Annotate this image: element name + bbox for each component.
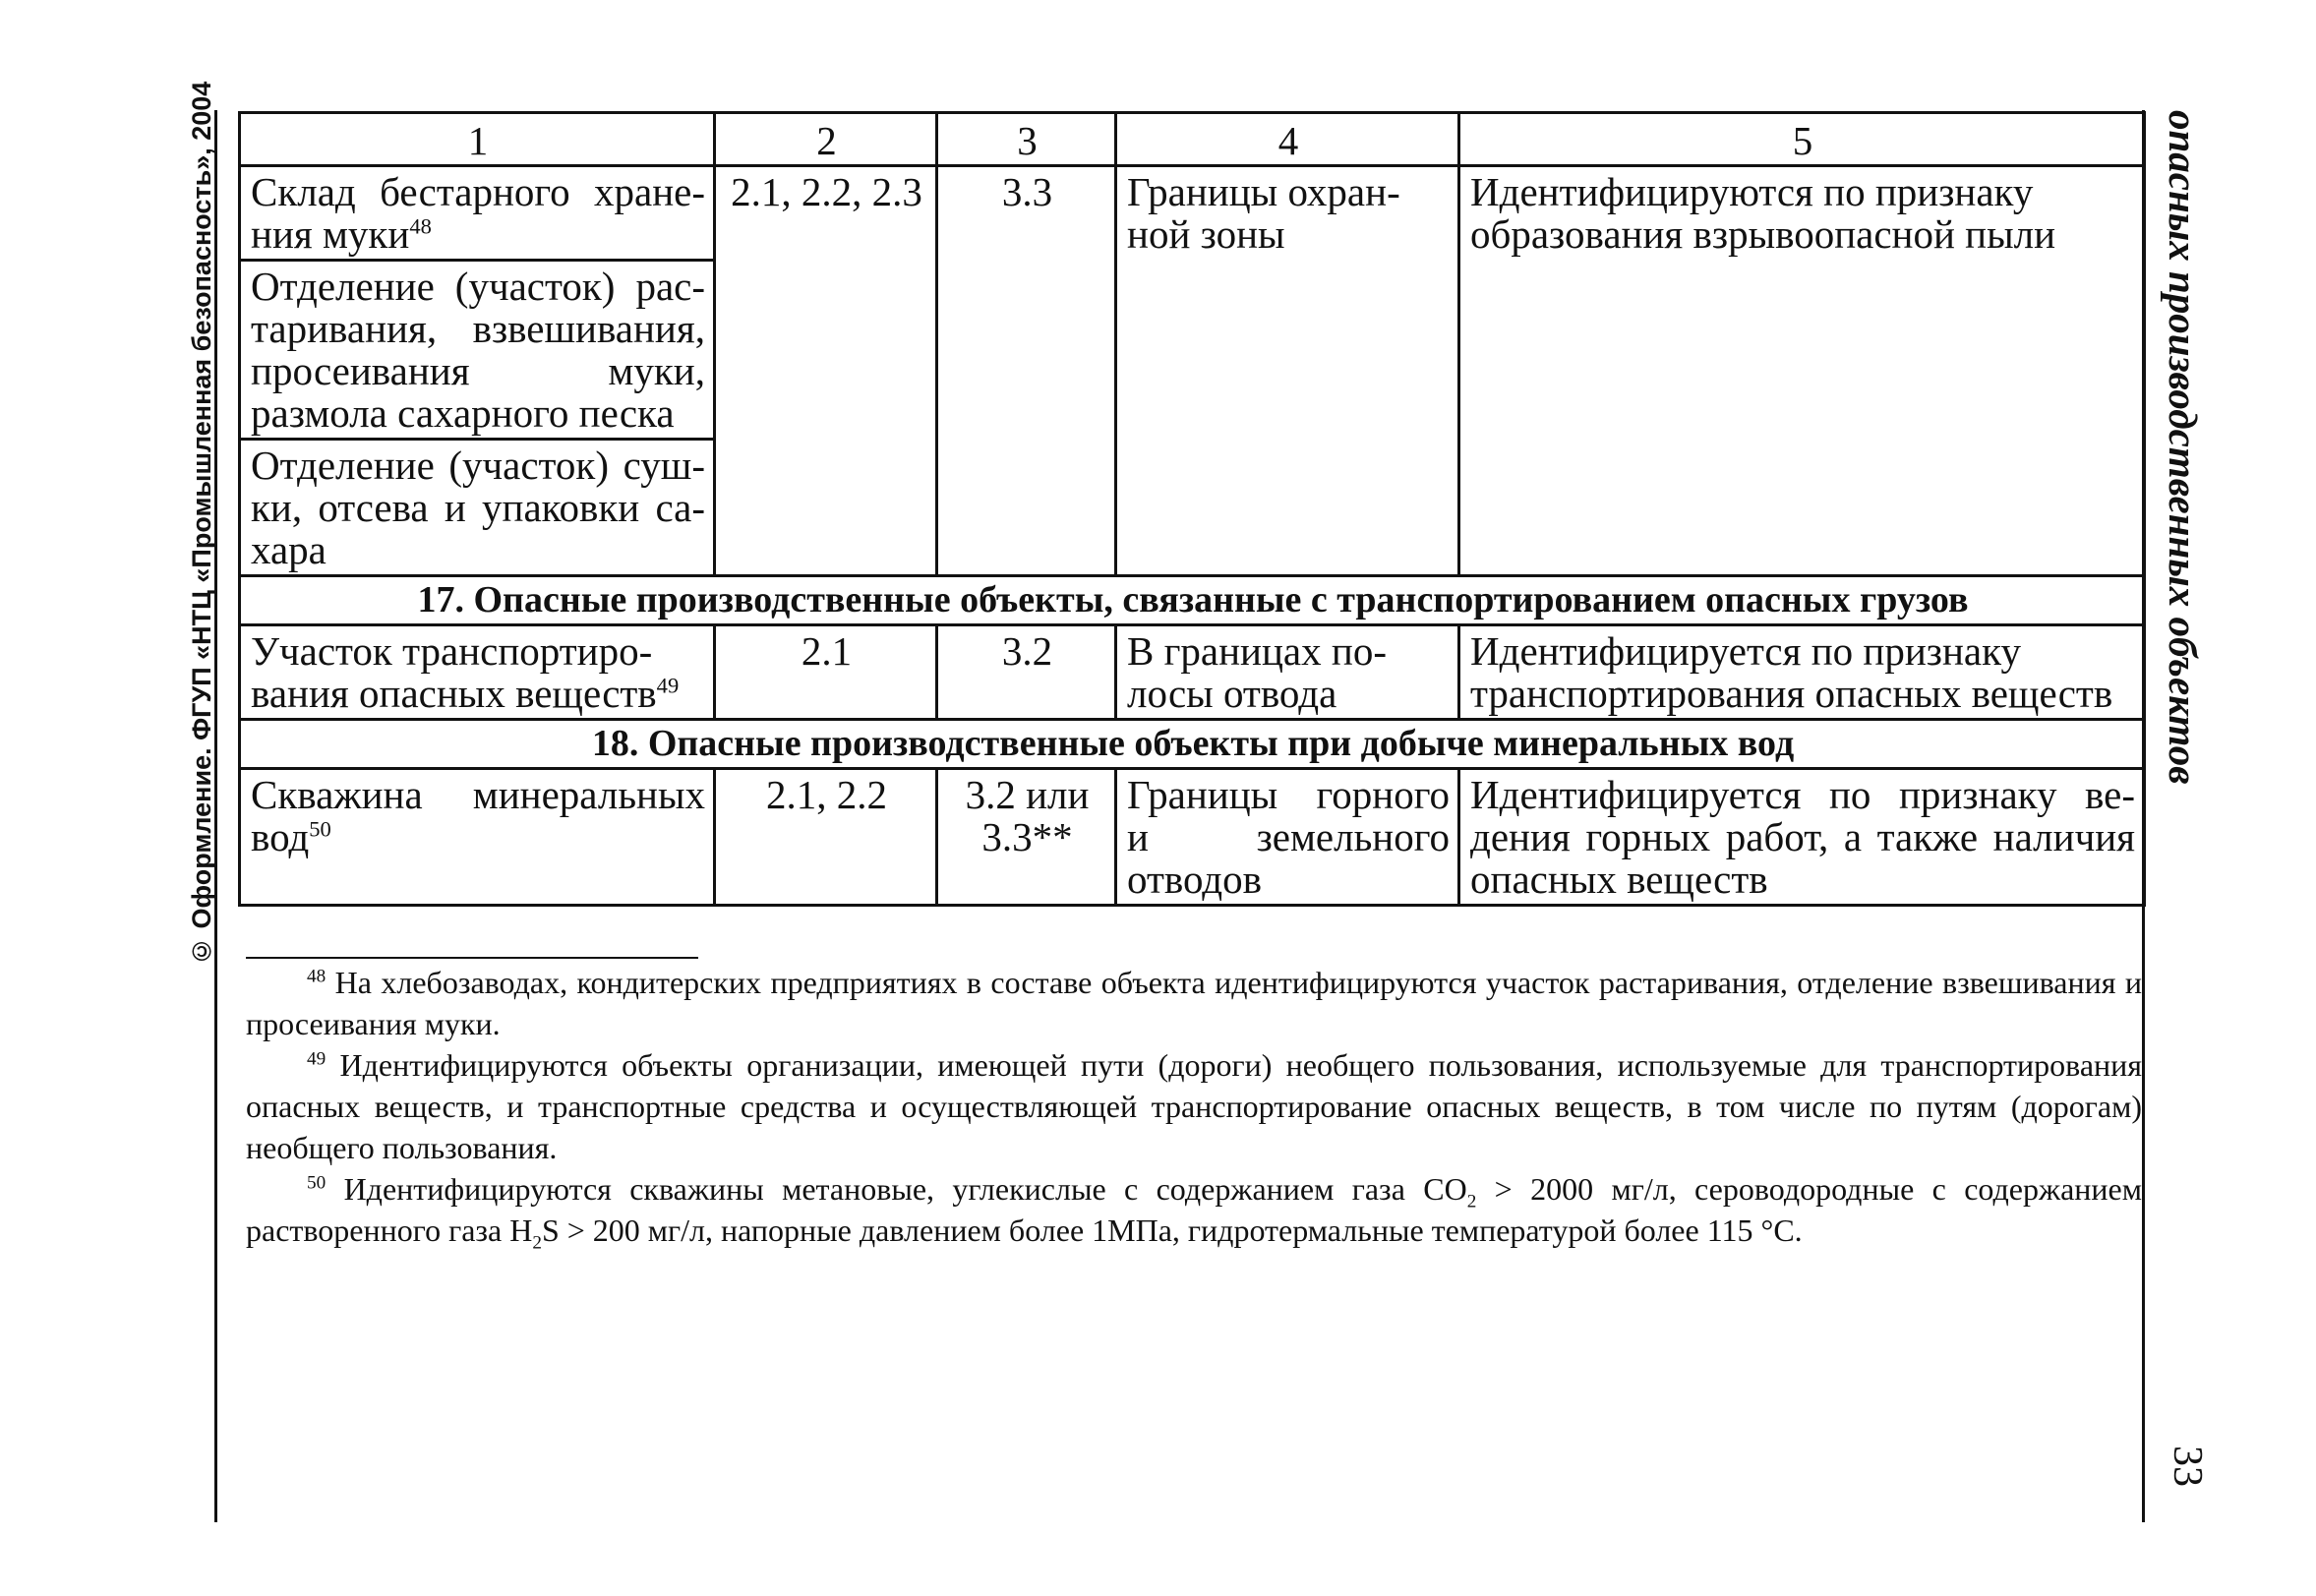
column-header-1: 1	[240, 113, 715, 166]
table-row	[240, 769, 2145, 906]
section-row	[240, 576, 2145, 625]
criteria-cell: 2.1	[715, 625, 937, 720]
footnote-text: > 2000 мг/л, сероводородные с содержанием растворенного газа H	[246, 1171, 2143, 1248]
footnotes	[246, 962, 2143, 1254]
identification-cell: Идентифицируются по признаку образования взрывоопасной пыли	[1459, 166, 2145, 576]
object-name-cell: Отделение (участок) растаривания, взвешивания, просеивания муки, размола сахарного песка	[240, 261, 715, 440]
subscript: 2	[532, 1232, 542, 1254]
identification-cell: Идентифицируется по признаку ведения горных работ, а также наличия опасных веществ	[1459, 769, 2145, 906]
footnote-text: Идентифицируются скважины метановые, углекислые с содержанием газа CO	[343, 1171, 1467, 1207]
footnote-number: 48	[307, 966, 327, 987]
table-row	[240, 166, 2145, 261]
class-cell: 3.3	[937, 166, 1116, 576]
section-row	[240, 720, 2145, 769]
column-header-4: 4	[1116, 113, 1459, 166]
footnote-text: Идентифицируются объекты организации, имеющей пути (дороги) необщего пользования, используемые для транспортирования опасных веществ, и транспортные средства и осуществляющей транспортирование опасных веществ, в том числе по путям (дорогам) необщего пользования.	[246, 1047, 2143, 1165]
class-cell: 3.2 или 3.3**	[937, 769, 1116, 906]
subscript: 2	[1466, 1191, 1477, 1212]
identification-cell: Идентифицируется по признаку транспортирования опасных веществ	[1459, 625, 2145, 720]
object-name-cell	[240, 769, 715, 906]
criteria-cell: 2.1, 2.2	[715, 769, 937, 906]
boundary-cell: Границы горного и земельного отводов	[1116, 769, 1459, 906]
object-name-cell	[240, 166, 715, 261]
footnote-number: 49	[307, 1048, 327, 1070]
footnote-48	[246, 962, 2142, 1044]
object-name-cell: Отделение (участок) сушки, отсева и упаковки сахара	[240, 440, 715, 576]
object-name-cell	[240, 625, 715, 720]
running-title: опасных производственных объектов	[2161, 110, 2206, 785]
column-header-5: 5	[1459, 113, 2145, 166]
object-name: Скважина минеральных вод	[251, 772, 705, 860]
section-17-heading: 17. Опасные производственные объекты, связанные с транспортированием опасных грузов	[240, 576, 2145, 625]
footnote-number: 50	[307, 1172, 327, 1194]
criteria-cell: 2.1, 2.2, 2.3	[715, 166, 937, 576]
column-header-3: 3	[937, 113, 1116, 166]
table-row	[240, 625, 2145, 720]
hazard-objects-table	[238, 111, 2146, 907]
footnote-50	[246, 1168, 2143, 1254]
section-18-heading: 18. Опасные производственные объекты при добыче минеральных вод	[240, 720, 2145, 769]
footnote-text: На хлебозаводах, кондитерских предприятиях в составе объекта идентифицируются участок растаривания, отделение взвешивания и просеивания муки.	[246, 965, 2143, 1041]
class-cell: 3.2	[937, 625, 1116, 720]
footnote-ref: 50	[309, 816, 331, 842]
column-header-2: 2	[715, 113, 937, 166]
footnote-text: S > 200 мг/л, напорные давлением более 1МПа, гидротермальные температурой более 115 °С.	[541, 1212, 1803, 1248]
footnote-ref: 48	[409, 213, 432, 239]
boundary-cell: В границах полосы отвода	[1116, 625, 1459, 720]
object-name: Склад бестарного хранения муки	[251, 169, 705, 258]
page-number: 33	[2165, 1446, 2210, 1487]
boundary-cell: Границы охранной зоны	[1116, 166, 1459, 576]
object-name: Участок транспортирования опасных веществ	[251, 628, 657, 717]
footnote-49	[246, 1044, 2142, 1168]
table-header-row	[240, 113, 2145, 166]
copyright-side-text: © Оформление. ФГУП «НТЦ «Промышленная безопасность», 2004	[187, 81, 216, 966]
footnote-separator	[246, 957, 698, 959]
footnote-ref: 49	[656, 673, 680, 698]
